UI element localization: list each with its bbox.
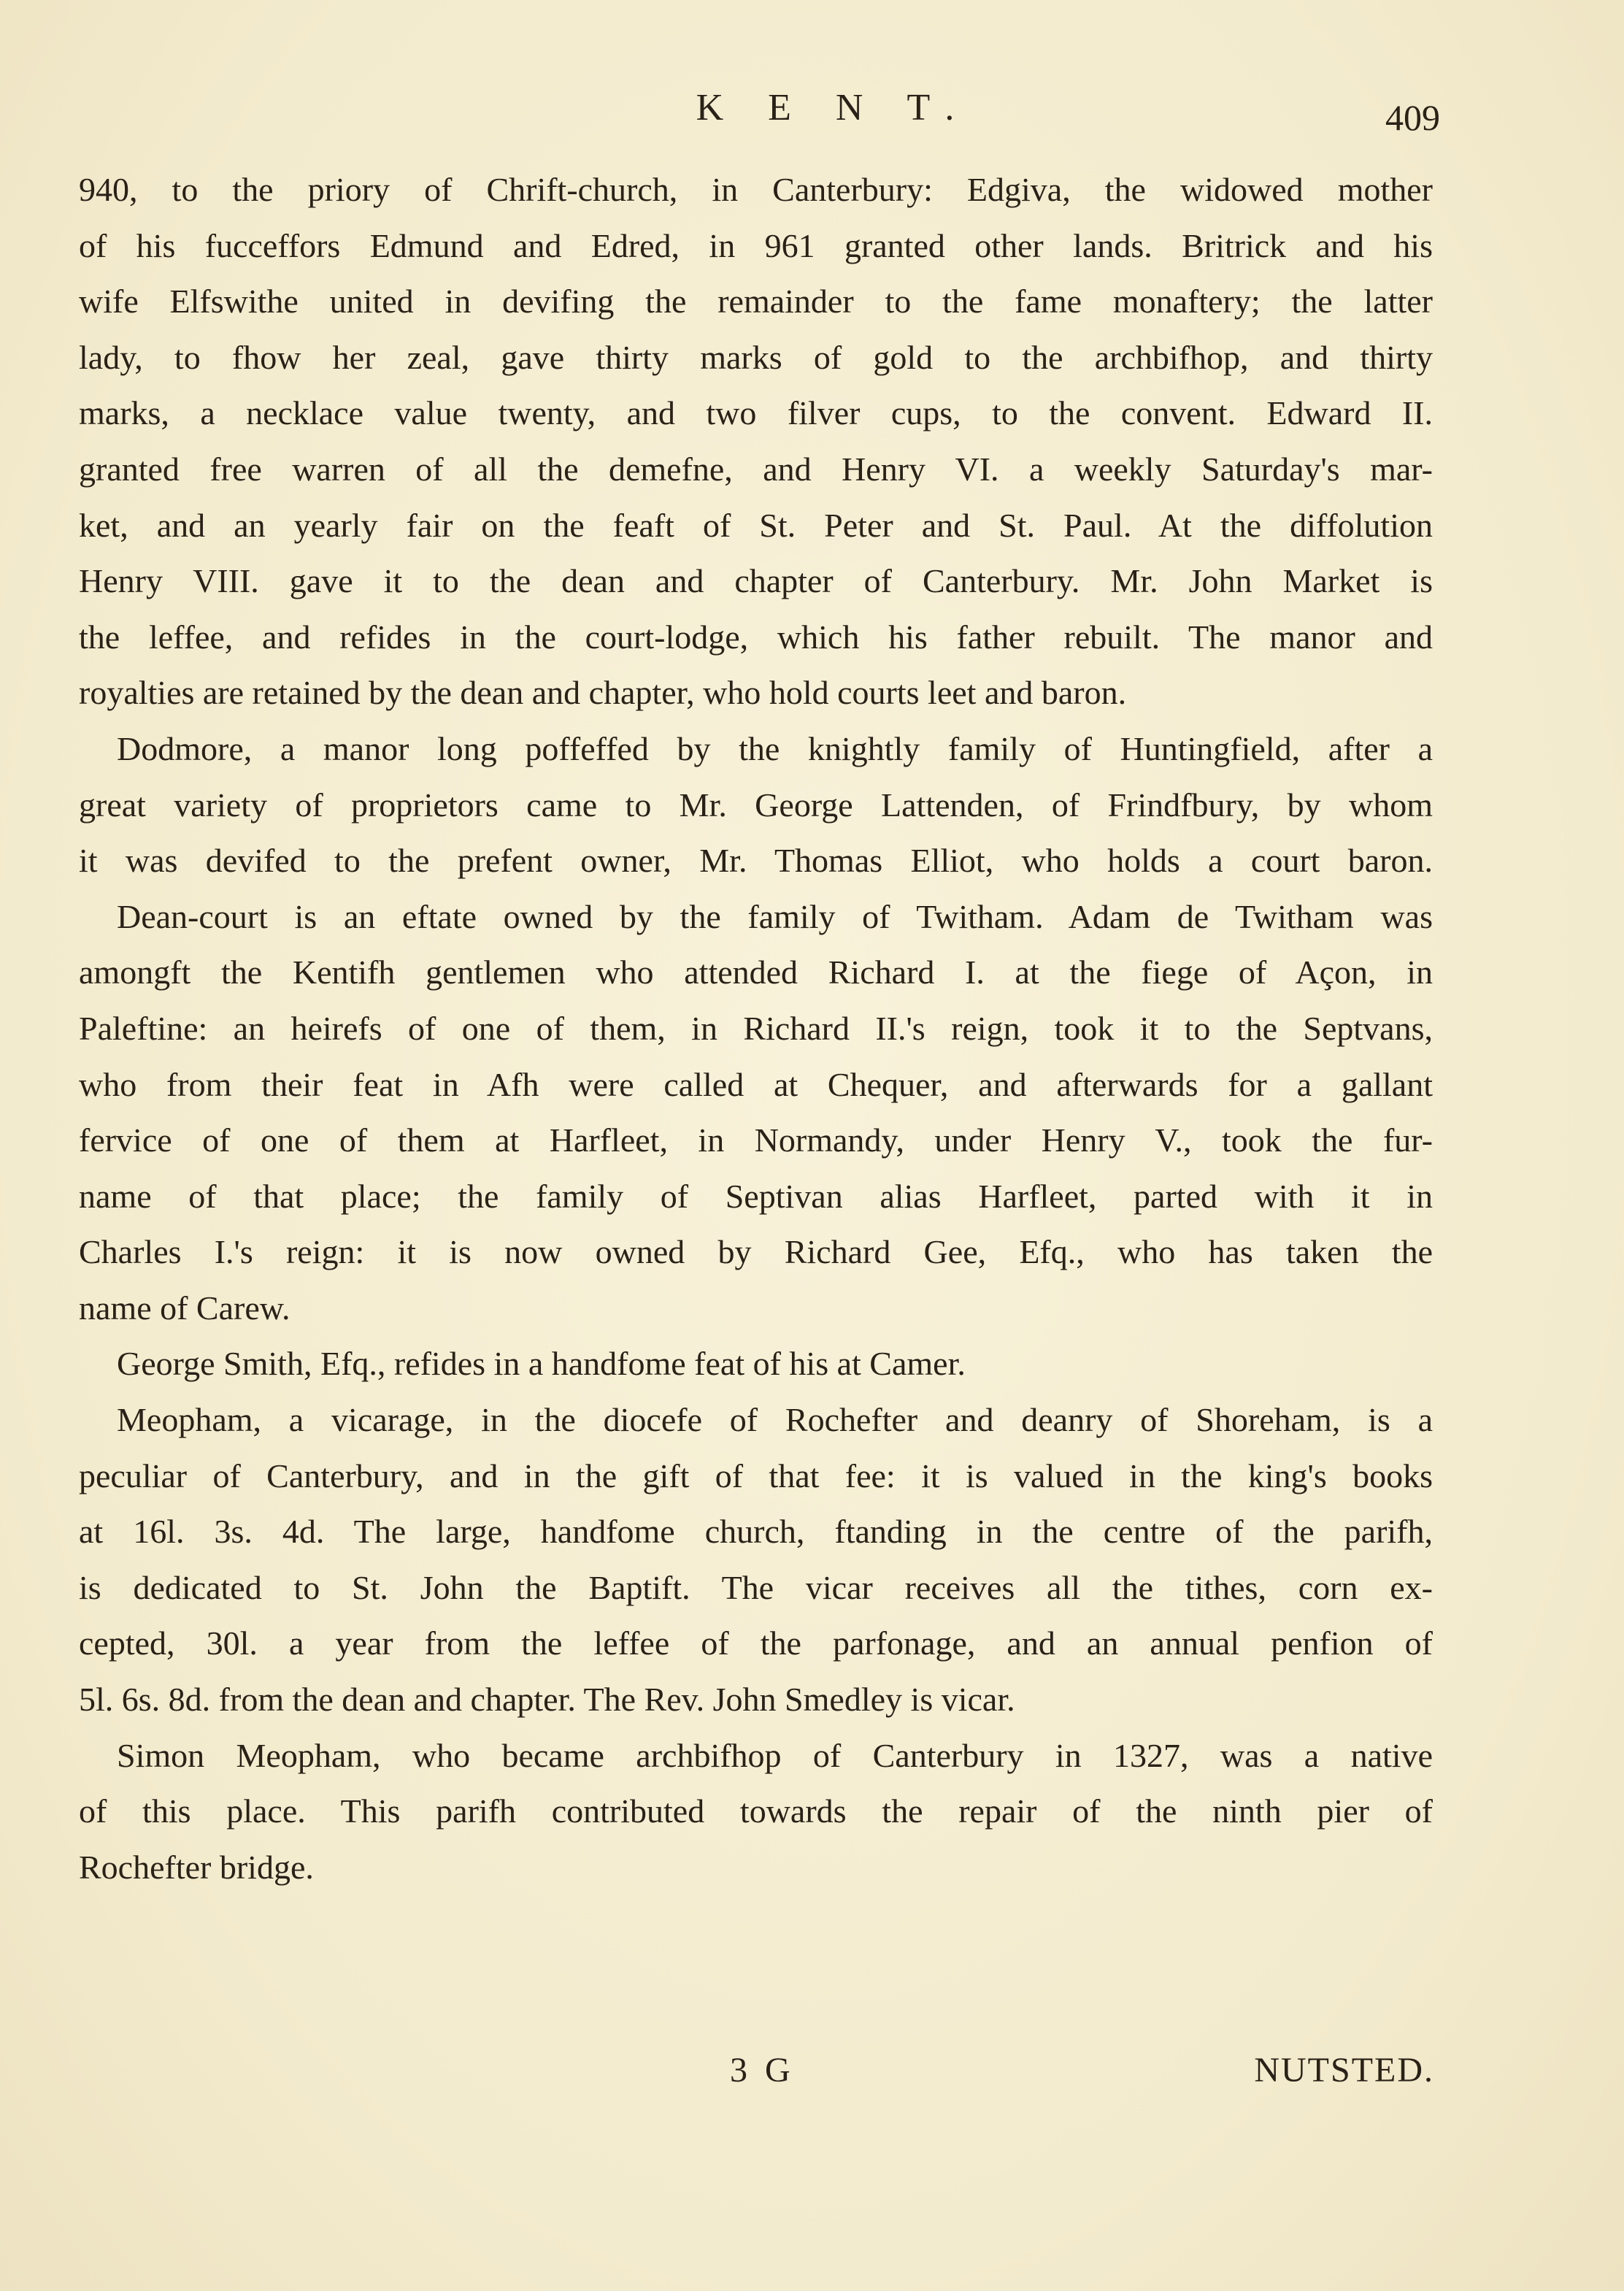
text-line: at 16l. 3s. 4d. The large, handfome church, ftanding in the centre of the parifh, <box>79 1513 1433 1551</box>
text-line: name of Carew. <box>79 1289 290 1327</box>
text-line: Dodmore, a manor long poffeffed by the knightly family of Huntingfield, after a <box>117 729 1433 767</box>
text-line: Paleftine: an heirefs of one of them, in Richard II.'s reign, took it to the Septvans, <box>79 1009 1433 1047</box>
text-line: marks, a necklace value twenty, and two filver cups, to the convent. Edward II. <box>79 394 1433 432</box>
text-line: Henry VIII. gave it to the dean and chapter of Canterbury. Mr. John Market is <box>79 562 1433 600</box>
signature-mark: 3 G <box>730 2051 795 2089</box>
text-line: wife Elfswithe united in devifing the remainder to the fame monaftery; the latter <box>79 283 1433 321</box>
text-line: Simon Meopham, who became archbifhop of Canterbury in 1327, was a native <box>117 1736 1433 1774</box>
text-line: Charles I.'s reign: it is now owned by Richard Gee, Efq., who has taken the <box>79 1233 1433 1271</box>
text-line: cepted, 30l. a year from the leffee of the parfonage, and an annual penfion of <box>79 1624 1433 1662</box>
text-line: George Smith, Efq., refides in a handfome feat of his at Camer. <box>117 1345 966 1383</box>
text-line: name of that place; the family of Septivan alias Harfleet, parted with it in <box>79 1177 1433 1215</box>
text-line: lady, to fhow her zeal, gave thirty marks of gold to the archbifhop, and thirty <box>79 338 1433 376</box>
text-line: Dean-court is an eftate owned by the family of Twitham. Adam de Twitham was <box>117 897 1433 935</box>
running-head <box>0 86 1624 145</box>
catchword: NUTSTED. <box>1254 2051 1434 2089</box>
text-line: ket, and an yearly fair on the feaft of St. Peter and St. Paul. At the diffolution <box>79 506 1433 544</box>
page-number: 409 <box>1385 97 1440 138</box>
text-line: granted free warren of all the demefne, and Henry VI. a weekly Saturday's mar- <box>79 450 1433 488</box>
text-line: Rochefter bridge. <box>79 1848 314 1886</box>
text-line: of his fucceffors Edmund and Edred, in 961 granted other lands. Britrick and his <box>79 226 1433 264</box>
text-line: royalties are retained by the dean and chapter, who hold courts leet and baron. <box>79 674 1127 712</box>
body-text <box>79 162 1433 1895</box>
text-line: fervice of one of them at Harfleet, in Normandy, under Henry V., took the fur- <box>79 1121 1433 1159</box>
text-line: the leffee, and refides in the court-lodge, which his father rebuilt. The manor and <box>79 618 1433 656</box>
running-title: K E N T. <box>696 87 972 128</box>
text-line: it was devifed to the prefent owner, Mr. Thomas Elliot, who holds a court baron. <box>79 842 1433 880</box>
text-line: great variety of proprietors came to Mr. George Lattenden, of Frindfbury, by whom <box>79 786 1433 824</box>
text-line: who from their feat in Afh were called at Chequer, and afterwards for a gallant <box>79 1065 1433 1103</box>
text-line: 5l. 6s. 8d. from the dean and chapter. The Rev. John Smedley is vicar. <box>79 1681 1015 1719</box>
text-line: of this place. This parifh contributed towards the repair of the ninth pier of <box>79 1792 1433 1830</box>
text-line: peculiar of Canterbury, and in the gift of that fee: it is valued in the king's books <box>79 1457 1433 1494</box>
text-line: is dedicated to St. John the Baptift. The vicar receives all the tithes, corn ex- <box>79 1568 1433 1606</box>
text-line: amongft the Kentifh gentlemen who attended Richard I. at the fiege of Açon, in <box>79 953 1433 991</box>
text-line: Meopham, a vicarage, in the diocefe of Rochefter and deanry of Shoreham, is a <box>117 1401 1433 1439</box>
text-line: 940, to the priory of Chrift-church, in Canterbury: Edgiva, the widowed mother <box>79 171 1433 208</box>
